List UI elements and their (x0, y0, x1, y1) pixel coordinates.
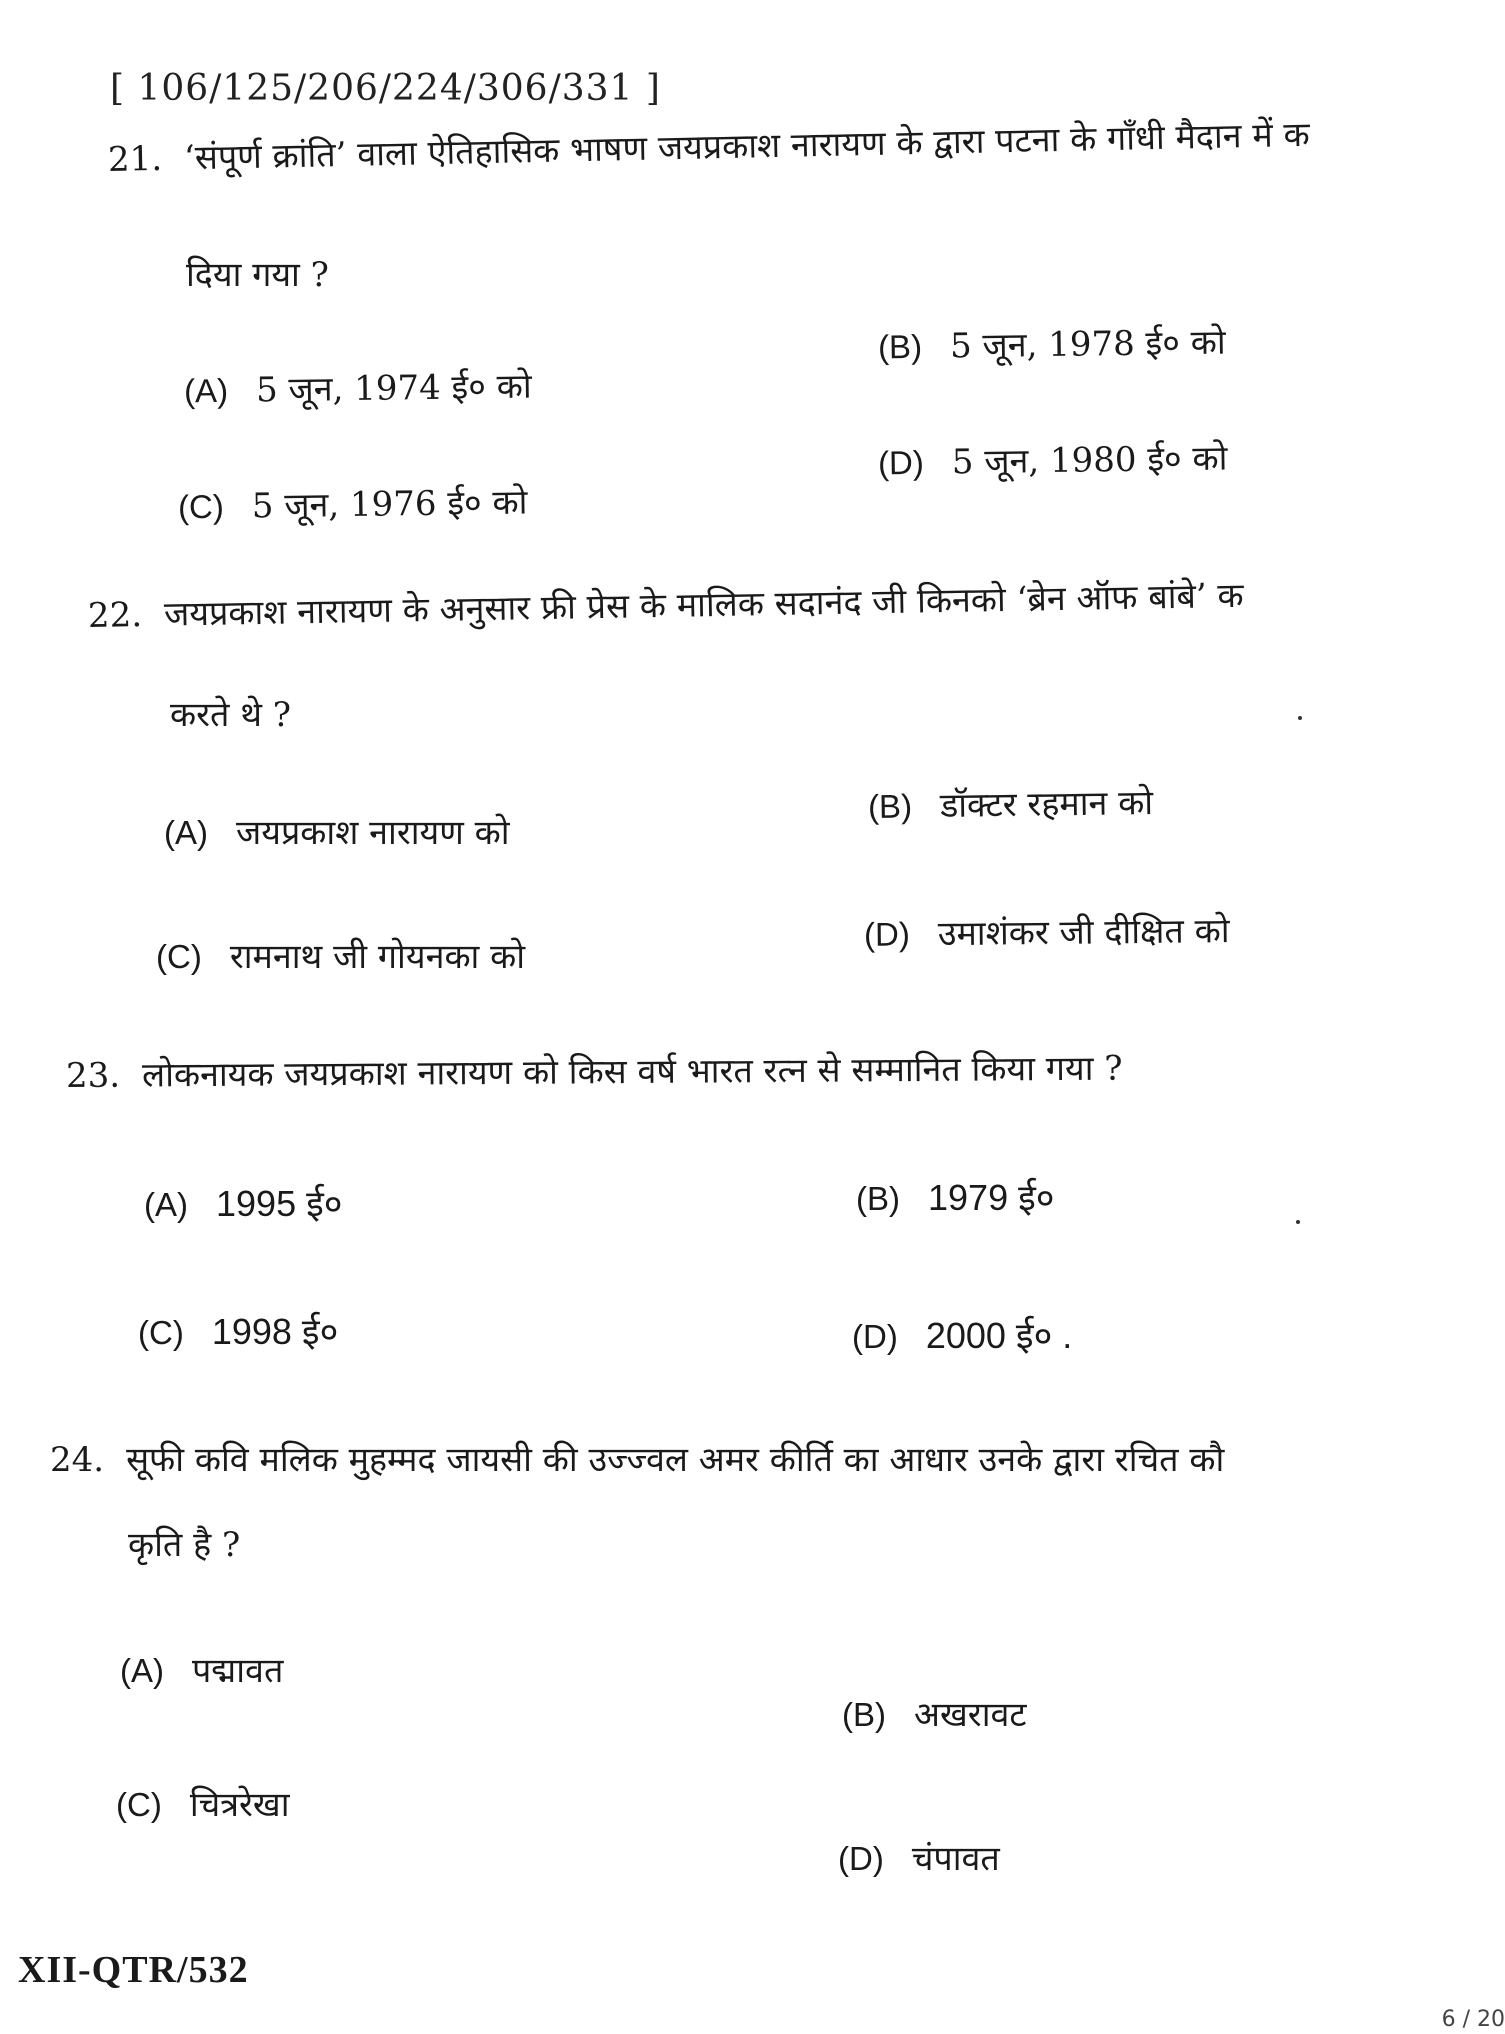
question-text: ‘संपूर्ण क्रांति’ वाला ऐतिहासिक भाषण जयप्रकाश नारायण के द्वारा पटना के गाँधी मैदान में क (183, 114, 1311, 179)
option-letter: (D) (852, 1318, 898, 1355)
option-text: उमाशंकर जी दीक्षित को (937, 911, 1230, 955)
question-22 (88, 576, 1244, 637)
question-number: 22. (87, 595, 143, 636)
option-letter: (A) (144, 1186, 188, 1223)
question-text: सूफी कवि मलिक मुहम्मद जायसी की उज्ज्वल अमर कीर्ति का आधार उनके द्वारा रचित कौ (126, 1440, 1225, 1480)
option-letter: (D) (863, 915, 911, 953)
option-text: पद्मावत (192, 1651, 284, 1691)
question-21-continuation: दिया गया ? (186, 255, 329, 295)
option-text: 5 जून, 1976 ई० को (251, 482, 528, 527)
option-text: 5 जून, 1978 ई० को (949, 322, 1226, 367)
option-letter: (A) (183, 371, 229, 410)
question-number: 23. (65, 1055, 121, 1096)
option-text: चित्ररेखा (189, 1785, 290, 1825)
question-21 (108, 115, 1310, 181)
question-22-continuation: करते थे ? (170, 695, 291, 735)
option-letter: (B) (877, 327, 923, 366)
option-letter: (D) (838, 1840, 884, 1877)
q24-option-c (116, 1780, 290, 1826)
question-text: लोकनायक जयप्रकाश नारायण को किस वर्ष भारत रत्न से सम्मानित किया गया ? (141, 1048, 1123, 1096)
option-text: 1998 ई० (211, 1311, 339, 1352)
q21-option-b (878, 318, 1226, 369)
question-24-continuation: कृति है ? (128, 1525, 241, 1565)
q24-option-a (120, 1646, 283, 1692)
option-letter: (B) (842, 1696, 886, 1733)
option-letter: (A) (164, 814, 208, 851)
option-text: डॉक्टर रहमान को (939, 783, 1154, 826)
option-text: 1979 ई० (928, 1177, 1055, 1218)
option-text: रामनाथ जी गोयनका को (229, 937, 526, 977)
option-letter: (D) (877, 443, 925, 482)
option-text: चंपावत (911, 1839, 1000, 1879)
question-number: 24. (50, 1440, 105, 1480)
q23-option-b (856, 1172, 1054, 1221)
option-letter: (C) (116, 1786, 162, 1823)
footer-paper-code: XII-QTR/532 (18, 1949, 249, 1991)
option-text: 5 जून, 1974 ई० को (255, 366, 532, 411)
option-text: 2000 ई० . (925, 1315, 1073, 1356)
q24-option-b (842, 1690, 1027, 1736)
q22-option-d (864, 906, 1230, 956)
option-letter: (B) (867, 787, 913, 825)
option-text: जयप्रकाश नारायण को (236, 813, 510, 853)
question-text: जयप्रकाश नारायण के अनुसार फ्री प्रेस के मालिक सदानंद जी किनको ‘ब्रेन ऑफ बांबे’ क (163, 575, 1244, 635)
q22-option-a (164, 808, 510, 854)
q24-option-d (838, 1834, 1000, 1880)
option-letter: (C) (138, 1314, 184, 1351)
q21-option-d (878, 434, 1228, 485)
paper-codes-header: [ 106/125/206/224/306/331 ] (110, 68, 661, 109)
option-letter: (C) (156, 938, 202, 975)
page-corner-mark: 6 / 20 (1441, 2007, 1505, 2032)
option-letter: (C) (177, 487, 225, 526)
option-text: 5 जून, 1980 ई० को (951, 438, 1228, 483)
scan-speck (1298, 716, 1302, 720)
question-number: 21. (107, 138, 163, 180)
q22-option-c (156, 932, 525, 978)
option-letter: (B) (856, 1180, 900, 1217)
option-letter: (A) (120, 1652, 164, 1689)
option-text: अखरावट (914, 1695, 1027, 1735)
q23-option-c (138, 1306, 338, 1355)
q23-option-d (852, 1310, 1072, 1359)
question-23 (66, 1049, 1123, 1097)
option-text: 1995 ई० (216, 1183, 343, 1224)
q21-option-a (184, 362, 532, 413)
question-24 (50, 1440, 1224, 1481)
q21-option-c (178, 478, 528, 529)
q23-option-a (144, 1178, 342, 1227)
q22-option-b (868, 778, 1154, 828)
scan-speck (1296, 1220, 1300, 1224)
